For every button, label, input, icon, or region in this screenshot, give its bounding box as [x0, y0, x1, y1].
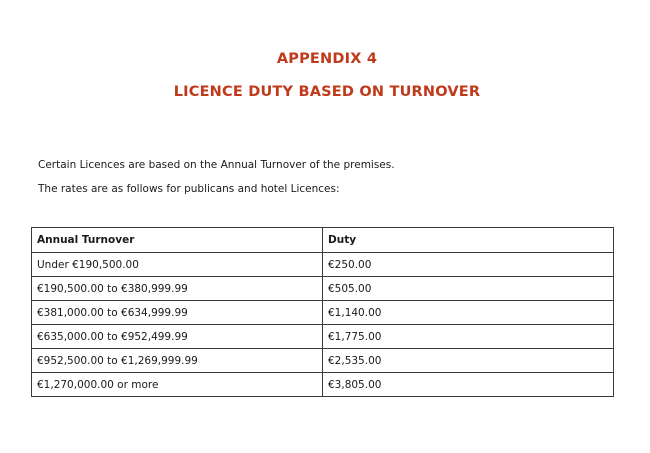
turnover-cell: €190,500.00 to €380,999.99 — [32, 277, 323, 301]
table-row — [32, 253, 614, 277]
table-row — [32, 373, 614, 397]
turnover-cell: €381,000.00 to €634,999.99 — [32, 301, 323, 325]
section-title: LICENCE DUTY BASED ON TURNOVER — [173, 84, 481, 100]
table-header-row — [32, 228, 614, 253]
duty-cell: €1,140.00 — [323, 301, 614, 325]
intro-line-2: The rates are as follows for publicans and hotel Licences: — [38, 183, 340, 195]
table-row — [32, 325, 614, 349]
duty-cell: €505.00 — [323, 277, 614, 301]
duty-cell: €250.00 — [323, 253, 614, 277]
column-header-annual-turnover: Annual Turnover — [32, 228, 323, 253]
column-header-duty: Duty — [323, 228, 614, 253]
turnover-cell: €1,270,000.00 or more — [32, 373, 323, 397]
table-row — [32, 301, 614, 325]
duty-cell: €1,775.00 — [323, 325, 614, 349]
duty-cell: €3,805.00 — [323, 373, 614, 397]
turnover-cell: Under €190,500.00 — [32, 253, 323, 277]
turnover-cell: €635,000.00 to €952,499.99 — [32, 325, 323, 349]
intro-line-1: Certain Licences are based on the Annual Turnover of the premises. — [38, 159, 395, 171]
appendix-title: APPENDIX 4 — [276, 51, 378, 67]
turnover-cell: €952,500.00 to €1,269,999.99 — [32, 349, 323, 373]
licence-duty-table — [31, 227, 614, 397]
duty-cell: €2,535.00 — [323, 349, 614, 373]
table-row — [32, 277, 614, 301]
table-row — [32, 349, 614, 373]
